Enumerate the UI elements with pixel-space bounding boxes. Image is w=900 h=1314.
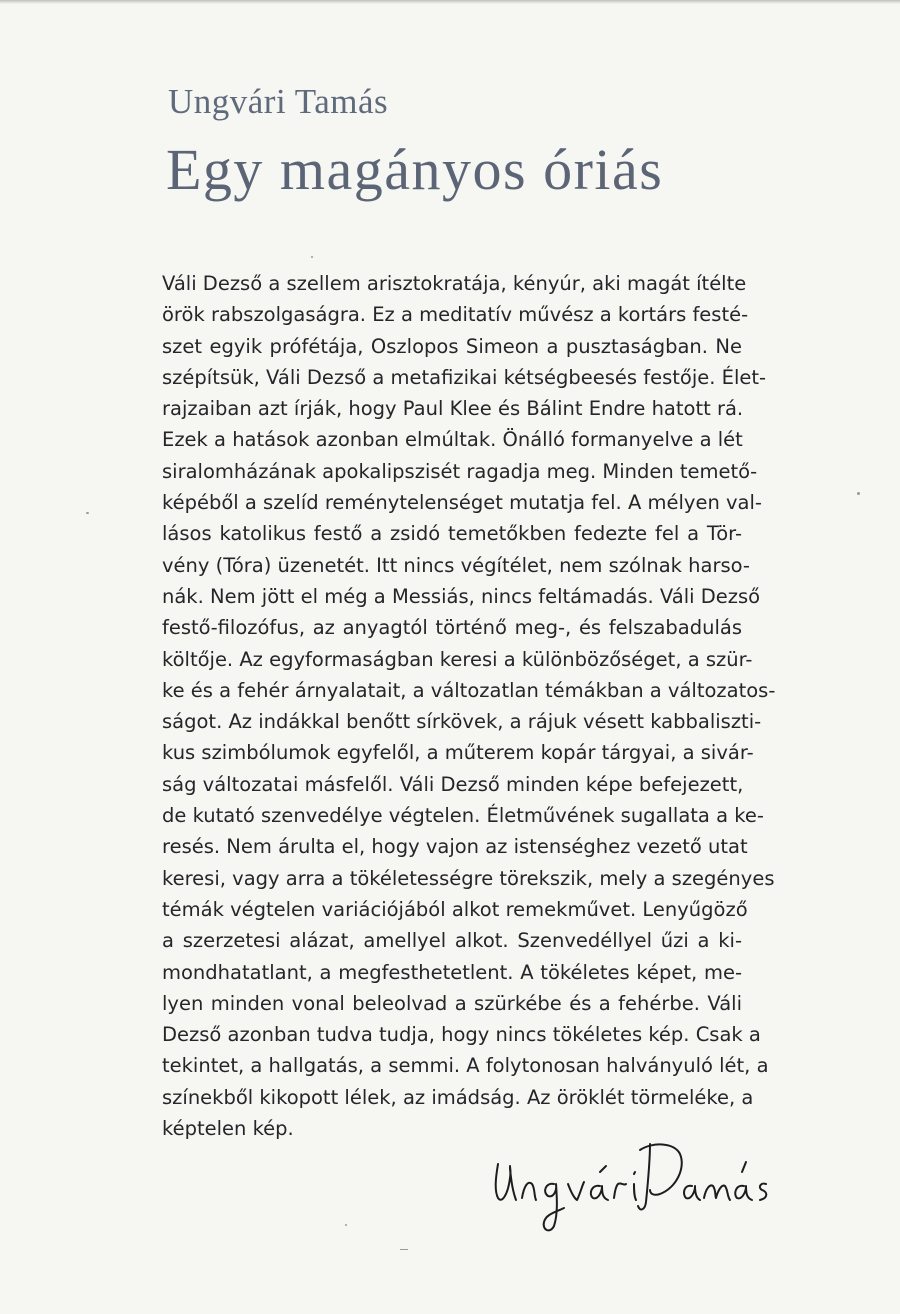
body-line: Váli Dezső a szellem arisztokratája, kényúr, aki magát ítélte xyxy=(162,272,747,295)
paper-speck xyxy=(311,256,313,258)
body-line: Ezek a hatások azonban elmúltak. Önálló formanyelve a lét xyxy=(162,428,743,452)
body-line: keresi, vagy arra a tökéletességre törekszik, mely a szegényes xyxy=(162,866,775,890)
body-line: ságot. Az indákkal benőtt sírkövek, a rájuk vésett kabbaliszti- xyxy=(162,710,762,734)
body-line: tekintet, a hallgatás, a semmi. A folytonosan halványuló lét, a xyxy=(162,1054,769,1078)
body-line: vény (Tóra) üzenetét. Itt nincs végítélet, nem szólnak harso- xyxy=(162,553,750,577)
body-line: nák. Nem jött el még a Messiás, nincs feltámadás. Váli Dezső xyxy=(162,584,761,608)
paper-speck xyxy=(400,1249,408,1250)
paper-speck xyxy=(345,1224,347,1226)
body-line: siralomházának apokalipszisét ragadja meg. Minden temető- xyxy=(162,459,758,483)
body-line: témák végtelen variációjából alkot remekművet. Lenyűgöző xyxy=(162,897,748,921)
body-line: ság változatai másfelől. Váli Dezső minden képe befejezett, xyxy=(162,772,744,796)
body-line: de kutató szenvedélye végtelen. Életművének sugallata a ke- xyxy=(162,804,764,828)
body-line: lásos katolikus festő a zsidó temetőkben fedezte fel a Tör- xyxy=(162,522,742,546)
handwritten-signature xyxy=(484,1128,774,1238)
body-line: Dezső azonban tudva tudja, hogy nincs tökéletes kép. Csak a xyxy=(162,1023,761,1047)
body-line: resés. Nem árulta el, hogy vajon az istenséghez vezető utat xyxy=(162,835,748,859)
body-paragraph xyxy=(162,268,776,1144)
body-line: szépítsük, Váli Dezső a metafizikai kétségbeesés festője. Élet- xyxy=(162,365,767,389)
paper-speck xyxy=(857,492,860,495)
paper-speck xyxy=(86,512,89,514)
body-line: kus szimbólumok egyfelől, a műterem kopár tárgyai, a sivár- xyxy=(162,741,754,765)
body-line: színekből kikopott lélek, az imádság. Az öröklét törmeléke, a xyxy=(162,1085,754,1109)
body-line: szet egyik prófétája, Oszlopos Simeon a pusztaságban. Ne xyxy=(162,334,742,358)
body-line: rajzaiban azt írják, hogy Paul Klee és Bálint Endre hatott rá. xyxy=(162,397,744,421)
author-name: Ungvári Tamás xyxy=(168,82,389,121)
body-line: festő-filozófus, az anyagtól történő meg-, és felszabadulás xyxy=(162,616,742,640)
body-line: költője. Az egyformaságban keresi a különbözőséget, a szür- xyxy=(162,647,753,671)
body-line: örök rabszolgaságra. Ez a meditatív művész a kortárs festé- xyxy=(162,303,749,327)
body-line: ke és a fehér árnyalatait, a változatlan témákban a változatos- xyxy=(162,678,776,702)
body-line: képtelen kép. xyxy=(162,1117,294,1141)
body-line: képéből a szelíd reménytelenséget mutatja fel. A mélyen val- xyxy=(162,491,762,515)
body-line: lyen minden vonal beleolvad a szürkébe és a fehérbe. Váli xyxy=(162,991,742,1015)
body-line: a szerzetesi alázat, amellyel alkot. Szenvedéllyel űzi a ki- xyxy=(162,929,742,953)
body-line: mondhatatlant, a megfesthetetlent. A tökéletes képet, me- xyxy=(162,960,742,984)
page-top-edge xyxy=(0,0,900,4)
page-title: Egy magányos óriás xyxy=(166,137,664,202)
